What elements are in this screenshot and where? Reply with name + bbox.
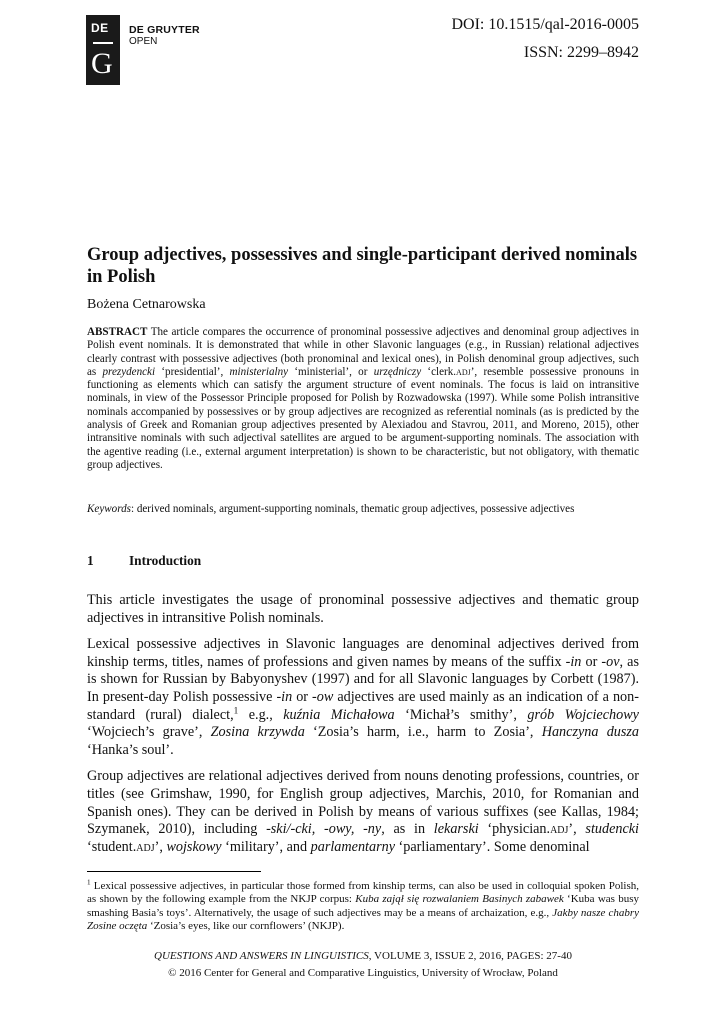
keywords-text: : derived nominals, argument-supporting nominals, thematic group adjectives, possessive adjectives bbox=[130, 503, 575, 515]
italic-text: -ow bbox=[312, 688, 334, 705]
italic-text: Zosina krzywda bbox=[210, 724, 305, 741]
smallcaps-text: adj bbox=[550, 821, 569, 838]
doi: DOI: 10.1515/qal-2016-0005 bbox=[451, 16, 639, 33]
section-title: Introduction bbox=[129, 553, 202, 568]
journal-name: QUESTIONS AND ANSWERS IN LINGUISTICS bbox=[154, 950, 369, 962]
abstract-italic: urzędniczy bbox=[373, 365, 422, 378]
abstract-smallcaps: adj bbox=[456, 365, 471, 378]
abstract-text: ‘ministerial’, or bbox=[288, 365, 374, 378]
abstract-italic: ministerialny bbox=[229, 365, 289, 378]
abstract-text: ‘presidential’, bbox=[155, 365, 230, 378]
paragraph-1: This article investigates the usage of pronominal possessive adjectives and thematic group adjectives in intransitive Polish nominals. bbox=[87, 592, 639, 626]
abstract-italic: prezydencki bbox=[102, 365, 156, 378]
text: adjectives are used mainly as an indication of a non-standard (rural) dialect, bbox=[87, 688, 639, 723]
footnote-ref[interactable]: 1 bbox=[233, 704, 239, 715]
text: e.g., bbox=[238, 706, 284, 723]
body-text bbox=[87, 592, 639, 865]
issn: ISSN: 2299–8942 bbox=[523, 44, 639, 61]
text: ‘Wojciech’s grave’, bbox=[87, 724, 211, 741]
section-heading bbox=[87, 553, 201, 569]
logo-divider bbox=[93, 42, 113, 44]
logo-text-de: DE bbox=[91, 21, 109, 35]
journal-details: , VOLUME 3, ISSUE 2, 2016, PAGES: 27-40 bbox=[368, 950, 572, 962]
footnote-italic: Kuba zajął się rozwalaniem Basinych zabawek bbox=[355, 893, 564, 906]
abstract bbox=[87, 326, 639, 472]
abstract-text: ‘clerk. bbox=[421, 365, 457, 378]
text: ‘Zosia’s harm, i.e., harm to Zosia’, bbox=[304, 724, 542, 741]
text: ‘Hanka’s soul’. bbox=[87, 741, 174, 758]
author: Bożena Cetnarowska bbox=[87, 297, 206, 312]
publisher-name-line1: DE GRUYTER bbox=[129, 24, 200, 36]
footnote-text: ‘Kuba was busy smashing Basia’s toys’. Alternatively, the usage of such adjectives may be a means of archaization, e.g., bbox=[87, 893, 639, 919]
logo-text-g: G bbox=[91, 47, 113, 80]
footnote bbox=[87, 880, 639, 934]
abstract-label: ABSTRACT bbox=[87, 326, 148, 338]
italic-text: studencki bbox=[585, 821, 639, 838]
text: ‘parliamentary’. Some denominal bbox=[395, 838, 590, 855]
text: , as is shown for Russian by Babyonyshev (1997) and for all Slavonic languages by Corbett (1987). In present-day Polish possessive bbox=[87, 653, 640, 705]
italic-text: -ov bbox=[601, 653, 620, 670]
footnote-mark: 1 bbox=[87, 878, 91, 887]
publisher-name-line2: OPEN bbox=[129, 36, 158, 47]
text: ’, bbox=[568, 821, 586, 838]
smallcaps-text: adj bbox=[136, 838, 155, 855]
text: ‘Michał’s smithy’, bbox=[394, 706, 528, 723]
text: Lexical possessive adjectives in Slavonic languages are denominal adjectives derived from kinship terms, titles, names of professions and given names by means of the suffix bbox=[87, 636, 639, 670]
italic-text: kuźnia Michałowa bbox=[283, 706, 395, 723]
text: ‘physician. bbox=[478, 821, 551, 838]
keywords bbox=[87, 503, 639, 516]
footnote-divider bbox=[87, 871, 261, 872]
paper-title: Group adjectives, possessives and single-participant derived nominals in Polish bbox=[87, 245, 638, 287]
text: Group adjectives are relational adjectives derived from nouns denoting professions, countries, or titles (see Grimshaw, 1990, for English group adjectives, Marchis, 2010, for Romanian and Spanish ones). They can be derived in Polish by means of various suffixes (see Kallas, 1984; Szymanek, 2010), including bbox=[87, 768, 639, 838]
section-number: 1 bbox=[87, 553, 94, 568]
footnote-italic: Jakby nasze chabry Zosine oczęta bbox=[87, 906, 639, 933]
italic-text: -ski/-cki, -owy, -ny bbox=[266, 821, 382, 838]
italic-text: lekarski bbox=[433, 821, 479, 838]
de-gruyter-logo bbox=[86, 15, 120, 85]
text: ’, bbox=[154, 838, 167, 855]
text: or bbox=[581, 653, 602, 670]
italic-text: Hanczyna dusza bbox=[541, 724, 640, 741]
text: , as in bbox=[381, 821, 434, 838]
text: or bbox=[292, 688, 313, 705]
abstract-text: The article compares the occurrence of pronominal possessive adjectives and denominal group adjectives in Polish event nominals. It is demonstrated that while in other Slavonic languages (e.g., in Russian) relational adjectives clearly contrast with possessive adjectives (both pronominal and lexical ones), in Polish denominal group adjectives, such as bbox=[87, 326, 639, 378]
footnote-text: ‘Zosia’s eyes, like our cornflowers’ (NKJP). bbox=[147, 920, 345, 933]
italic-text: -in bbox=[565, 653, 582, 670]
abstract-text: ’, resemble possessive pronouns in functioning as elements which can satisfy the argument structure of event nominals. The focus is laid on intransitive nominals, in view of the Possessor Principle proposed for Polish by Rozwadowska (1997). While some Polish intransitive nominals accompanied by possessives or by group adjectives are recognized as referential nominals (as is predicted by the analysis of Greek and Romanian group adjectives presented by Alexiadou and Stavrou, 2011, and Moreno, 2015), other intransitive nominals with such adjectival satellites are argued to be argument-supporting nominals. The association with the agentive reading (i.e., external argument interpretation) is shown to be characteristic, but not obligatory, with thematic group adjectives. bbox=[87, 365, 640, 471]
footnote-text: Lexical possessive adjectives, in particular those formed from kinship terms, can also be used in colloquial spoken Polish, as shown by the following example from the NKJP corpus: bbox=[87, 880, 639, 906]
italic-text: grób Wojciechowy bbox=[527, 706, 639, 723]
italic-text: -in bbox=[276, 688, 293, 705]
paragraph-2 bbox=[87, 636, 639, 759]
paragraph-3 bbox=[87, 768, 639, 856]
publisher-name bbox=[129, 25, 200, 47]
copyright: © 2016 Center for General and Comparative Linguistics, University of Wrocław, Poland bbox=[168, 967, 558, 979]
italic-text: wojskowy bbox=[166, 838, 222, 855]
keywords-label: Keywords bbox=[87, 503, 131, 515]
text: ‘student. bbox=[87, 838, 137, 855]
text: ‘military’, and bbox=[221, 838, 311, 855]
journal-footer bbox=[87, 950, 639, 962]
italic-text: parlamentarny bbox=[310, 838, 395, 855]
